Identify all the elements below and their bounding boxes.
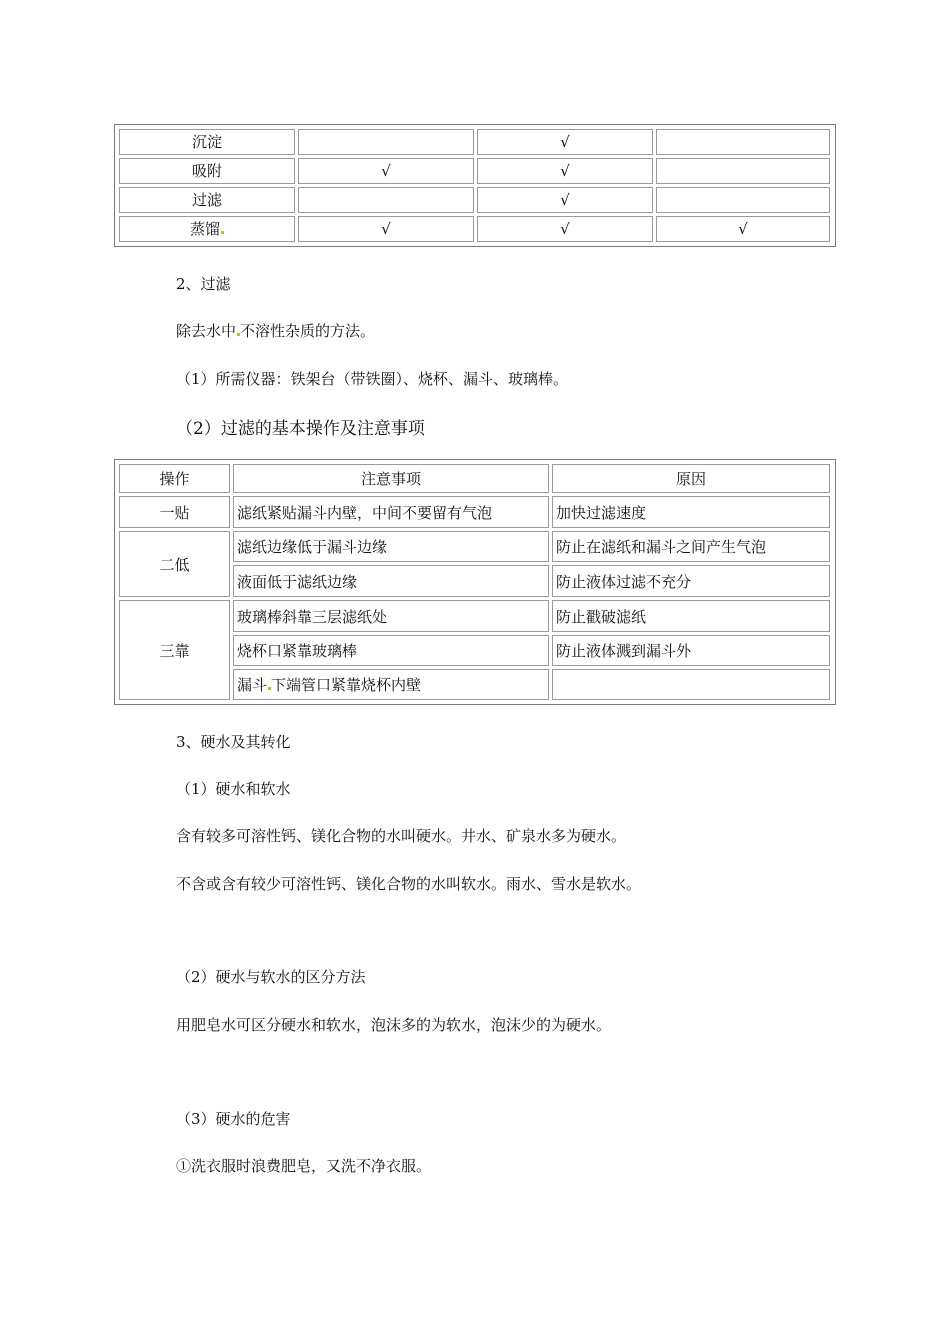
table-cell: [298, 129, 474, 155]
table-header-note: 注意事项: [233, 464, 549, 493]
table-cell: [656, 187, 830, 213]
harm-item-1: ①洗衣服时浪费肥皂，又洗不净衣服。: [176, 1157, 432, 1175]
table-cell-note: 烧杯口紧靠玻璃棒: [233, 635, 549, 666]
soft-water-definition: 不含或含有较少可溶性钙、镁化合物的水叫软水。雨水、雪水是软水。: [176, 875, 642, 893]
table-cell: √: [477, 129, 653, 155]
table-cell: √: [298, 158, 474, 184]
subheading-distinguish: （2）硬水与软水的区分方法: [176, 968, 366, 986]
table-cell: [656, 158, 830, 184]
table-cell: √: [477, 187, 653, 213]
table-cell: √: [477, 158, 653, 184]
table-cell-method: 吸附: [119, 158, 295, 184]
table-cell: [656, 129, 830, 155]
section-heading-filtration: 2、过滤: [176, 275, 231, 293]
table-cell-operation: 三靠: [119, 600, 230, 700]
section-heading-hard-water: 3、硬水及其转化: [176, 733, 291, 751]
subheading-hard-soft-water: （1）硬水和软水: [176, 780, 291, 798]
distinguish-method: 用肥皂水可区分硬水和软水，泡沫多的为软水，泡沫少的为硬水。: [176, 1016, 612, 1034]
filtration-instruments: （1）所需仪器：铁架台（带铁圈）、烧杯、漏斗、玻璃棒。: [176, 370, 569, 388]
table-cell: √: [477, 216, 653, 242]
table-cell-operation: 二低: [119, 531, 230, 597]
table-cell-operation: 一贴: [119, 496, 230, 528]
table-header-reason: 原因: [552, 464, 830, 493]
table-cell-reason: 防止在滤纸和漏斗之间产生气泡: [552, 531, 830, 562]
table-cell-note: 滤纸边缘低于漏斗边缘: [233, 531, 549, 562]
table-cell-method: 蒸馏: [119, 216, 295, 242]
filtration-subheading: （2）过滤的基本操作及注意事项: [176, 419, 425, 439]
table-cell-reason: 加快过滤速度: [552, 496, 830, 528]
table-cell-note: 液面低于滤纸边缘: [233, 565, 549, 597]
table-cell-reason: 防止液体过滤不充分: [552, 565, 830, 597]
table-cell-note: 滤纸紧贴漏斗内壁，中间不要留有气泡: [233, 496, 549, 528]
table-cell: √: [656, 216, 830, 242]
highlight-mark: [221, 231, 224, 234]
filtration-operation-table: [114, 459, 836, 705]
table-cell-method: 沉淀: [119, 129, 295, 155]
hard-water-definition: 含有较多可溶性钙、镁化合物的水叫硬水。井水、矿泉水多为硬水。: [176, 827, 627, 845]
table-cell-reason: [552, 669, 830, 700]
table-cell: √: [298, 216, 474, 242]
table-header-operation: 操作: [119, 464, 230, 493]
subheading-harm: （3）硬水的危害: [176, 1110, 291, 1128]
purification-method-table: [114, 124, 836, 247]
table-cell: [298, 187, 474, 213]
table-cell-note: 玻璃棒斜靠三层滤纸处: [233, 600, 549, 632]
filtration-definition: 除去水中 不溶性杂质的方法。: [176, 322, 376, 340]
table-cell-note: 漏斗 下端管口紧靠烧杯内壁: [233, 669, 549, 700]
table-cell-method: 过滤: [119, 187, 295, 213]
table-cell-reason: 防止戳破滤纸: [552, 600, 830, 632]
table-cell-reason: 防止液体溅到漏斗外: [552, 635, 830, 666]
